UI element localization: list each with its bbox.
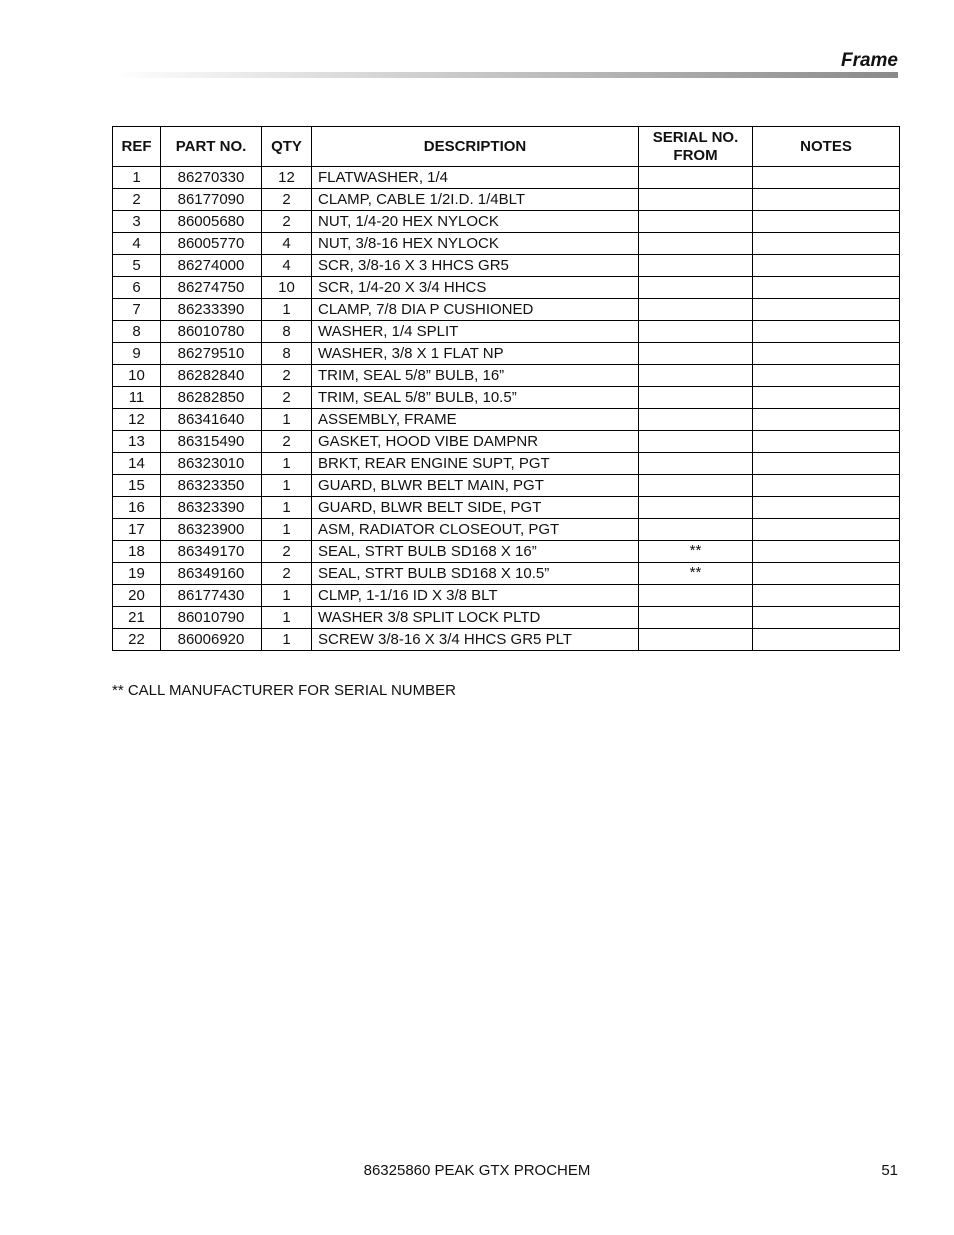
cell-description: NUT, 3/8-16 HEX NYLOCK (312, 233, 639, 255)
table-row (113, 211, 900, 233)
cell-qty: 2 (262, 365, 312, 387)
table-row (113, 563, 900, 585)
cell-serial-no (639, 167, 753, 189)
cell-part-no: 86274750 (161, 277, 262, 299)
footnote: ** CALL MANUFACTURER FOR SERIAL NUMBER (112, 682, 456, 699)
cell-description: FLATWASHER, 1/4 (312, 167, 639, 189)
cell-qty: 2 (262, 541, 312, 563)
cell-serial-no (639, 299, 753, 321)
cell-description: SCR, 1/4-20 X 3/4 HHCS (312, 277, 639, 299)
cell-serial-no (639, 475, 753, 497)
cell-notes (753, 519, 900, 541)
cell-qty: 1 (262, 519, 312, 541)
cell-serial-no (639, 497, 753, 519)
table-row (113, 409, 900, 431)
cell-part-no: 86177430 (161, 585, 262, 607)
cell-serial-no (639, 233, 753, 255)
cell-notes (753, 343, 900, 365)
table-row (113, 519, 900, 541)
table-row (113, 629, 900, 651)
cell-qty: 8 (262, 321, 312, 343)
cell-notes (753, 541, 900, 563)
cell-description: CLMP, 1-1/16 ID X 3/8 BLT (312, 585, 639, 607)
cell-ref: 10 (113, 365, 161, 387)
cell-ref: 14 (113, 453, 161, 475)
cell-qty: 1 (262, 299, 312, 321)
cell-notes (753, 607, 900, 629)
cell-ref: 15 (113, 475, 161, 497)
cell-description: SCREW 3/8-16 X 3/4 HHCS GR5 PLT (312, 629, 639, 651)
cell-part-no: 86279510 (161, 343, 262, 365)
cell-serial-no (639, 277, 753, 299)
cell-part-no: 86282850 (161, 387, 262, 409)
cell-qty: 10 (262, 277, 312, 299)
cell-ref: 7 (113, 299, 161, 321)
cell-ref: 20 (113, 585, 161, 607)
cell-qty: 1 (262, 497, 312, 519)
header-qty: QTY (262, 127, 312, 167)
cell-notes (753, 189, 900, 211)
table-row (113, 497, 900, 519)
cell-ref: 18 (113, 541, 161, 563)
cell-notes (753, 629, 900, 651)
cell-notes (753, 453, 900, 475)
cell-description: BRKT, REAR ENGINE SUPT, PGT (312, 453, 639, 475)
cell-serial-no (639, 519, 753, 541)
cell-ref: 16 (113, 497, 161, 519)
table-row (113, 299, 900, 321)
cell-notes (753, 299, 900, 321)
cell-qty: 1 (262, 475, 312, 497)
cell-notes (753, 211, 900, 233)
cell-qty: 4 (262, 233, 312, 255)
cell-description: SEAL, STRT BULB SD168 X 16” (312, 541, 639, 563)
cell-qty: 1 (262, 409, 312, 431)
page-number: 51 (881, 1162, 898, 1179)
cell-description: GUARD, BLWR BELT SIDE, PGT (312, 497, 639, 519)
cell-notes (753, 233, 900, 255)
cell-description: GASKET, HOOD VIBE DAMPNR (312, 431, 639, 453)
cell-qty: 1 (262, 585, 312, 607)
cell-serial-no (639, 453, 753, 475)
cell-notes (753, 563, 900, 585)
cell-part-no: 86274000 (161, 255, 262, 277)
header-serial-no (639, 127, 753, 167)
cell-qty: 1 (262, 629, 312, 651)
cell-description: SCR, 3/8-16 X 3 HHCS GR5 (312, 255, 639, 277)
parts-table (112, 126, 900, 651)
cell-qty: 2 (262, 563, 312, 585)
cell-serial-no (639, 189, 753, 211)
cell-ref: 12 (113, 409, 161, 431)
cell-part-no: 86270330 (161, 167, 262, 189)
table-row (113, 585, 900, 607)
cell-part-no: 86323350 (161, 475, 262, 497)
cell-ref: 13 (113, 431, 161, 453)
cell-part-no: 86349160 (161, 563, 262, 585)
table-row (113, 431, 900, 453)
cell-description: WASHER 3/8 SPLIT LOCK PLTD (312, 607, 639, 629)
cell-description: CLAMP, CABLE 1/2I.D. 1/4BLT (312, 189, 639, 211)
cell-description: ASM, RADIATOR CLOSEOUT, PGT (312, 519, 639, 541)
cell-description: WASHER, 3/8 X 1 FLAT NP (312, 343, 639, 365)
cell-serial-no (639, 255, 753, 277)
table-row (113, 233, 900, 255)
cell-notes (753, 475, 900, 497)
cell-description: NUT, 1/4-20 HEX NYLOCK (312, 211, 639, 233)
cell-part-no: 86341640 (161, 409, 262, 431)
cell-serial-no (639, 585, 753, 607)
table-row (113, 167, 900, 189)
cell-part-no: 86010790 (161, 607, 262, 629)
cell-ref: 11 (113, 387, 161, 409)
table-header-row (113, 127, 900, 167)
cell-notes (753, 277, 900, 299)
cell-part-no: 86005680 (161, 211, 262, 233)
cell-serial-no (639, 607, 753, 629)
cell-notes (753, 497, 900, 519)
cell-part-no: 86233390 (161, 299, 262, 321)
table-row (113, 387, 900, 409)
cell-notes (753, 409, 900, 431)
cell-ref: 22 (113, 629, 161, 651)
cell-serial-no (639, 431, 753, 453)
table-row (113, 277, 900, 299)
cell-serial-no (639, 321, 753, 343)
cell-description: TRIM, SEAL 5/8” BULB, 10.5” (312, 387, 639, 409)
cell-qty: 4 (262, 255, 312, 277)
cell-qty: 12 (262, 167, 312, 189)
header-ref: REF (113, 127, 161, 167)
cell-part-no: 86323010 (161, 453, 262, 475)
header-part-no: PART NO. (161, 127, 262, 167)
cell-serial-no: ** (639, 541, 753, 563)
cell-ref: 9 (113, 343, 161, 365)
cell-serial-no: ** (639, 563, 753, 585)
table-row (113, 453, 900, 475)
cell-ref: 21 (113, 607, 161, 629)
cell-qty: 2 (262, 431, 312, 453)
cell-notes (753, 387, 900, 409)
section-title: Frame (840, 50, 898, 71)
cell-ref: 1 (113, 167, 161, 189)
cell-part-no: 86282840 (161, 365, 262, 387)
cell-qty: 2 (262, 387, 312, 409)
cell-part-no: 86010780 (161, 321, 262, 343)
cell-description: GUARD, BLWR BELT MAIN, PGT (312, 475, 639, 497)
table-row (113, 255, 900, 277)
table-row (113, 607, 900, 629)
header-description: DESCRIPTION (312, 127, 639, 167)
cell-part-no: 86006920 (161, 629, 262, 651)
cell-qty: 1 (262, 607, 312, 629)
title-rule (112, 72, 898, 78)
cell-serial-no (639, 629, 753, 651)
cell-notes (753, 321, 900, 343)
table-row (113, 475, 900, 497)
cell-part-no: 86177090 (161, 189, 262, 211)
cell-serial-no (639, 365, 753, 387)
cell-serial-no (639, 409, 753, 431)
table-row (113, 541, 900, 563)
cell-qty: 1 (262, 453, 312, 475)
cell-notes (753, 365, 900, 387)
cell-notes (753, 431, 900, 453)
cell-description: TRIM, SEAL 5/8” BULB, 16” (312, 365, 639, 387)
cell-serial-no (639, 343, 753, 365)
cell-qty: 2 (262, 189, 312, 211)
header-serial-no-line2: FROM (673, 146, 718, 164)
header-serial-no-line1: SERIAL NO. (652, 128, 739, 146)
header-notes: NOTES (753, 127, 900, 167)
footer-document-title: 86325860 PEAK GTX PROCHEM (363, 1162, 591, 1179)
cell-ref: 6 (113, 277, 161, 299)
cell-notes (753, 255, 900, 277)
cell-ref: 5 (113, 255, 161, 277)
cell-description: SEAL, STRT BULB SD168 X 10.5” (312, 563, 639, 585)
cell-ref: 4 (113, 233, 161, 255)
cell-serial-no (639, 211, 753, 233)
table-row (113, 343, 900, 365)
cell-ref: 17 (113, 519, 161, 541)
cell-serial-no (639, 387, 753, 409)
cell-notes (753, 167, 900, 189)
cell-part-no: 86323900 (161, 519, 262, 541)
cell-qty: 2 (262, 211, 312, 233)
cell-part-no: 86315490 (161, 431, 262, 453)
table-row (113, 321, 900, 343)
cell-ref: 8 (113, 321, 161, 343)
cell-qty: 8 (262, 343, 312, 365)
cell-ref: 19 (113, 563, 161, 585)
cell-ref: 2 (113, 189, 161, 211)
cell-description: CLAMP, 7/8 DIA P CUSHIONED (312, 299, 639, 321)
cell-part-no: 86323390 (161, 497, 262, 519)
table-row (113, 365, 900, 387)
cell-ref: 3 (113, 211, 161, 233)
cell-notes (753, 585, 900, 607)
cell-description: WASHER, 1/4 SPLIT (312, 321, 639, 343)
parts-table-body (113, 167, 900, 651)
table-row (113, 189, 900, 211)
cell-part-no: 86349170 (161, 541, 262, 563)
cell-part-no: 86005770 (161, 233, 262, 255)
cell-description: ASSEMBLY, FRAME (312, 409, 639, 431)
